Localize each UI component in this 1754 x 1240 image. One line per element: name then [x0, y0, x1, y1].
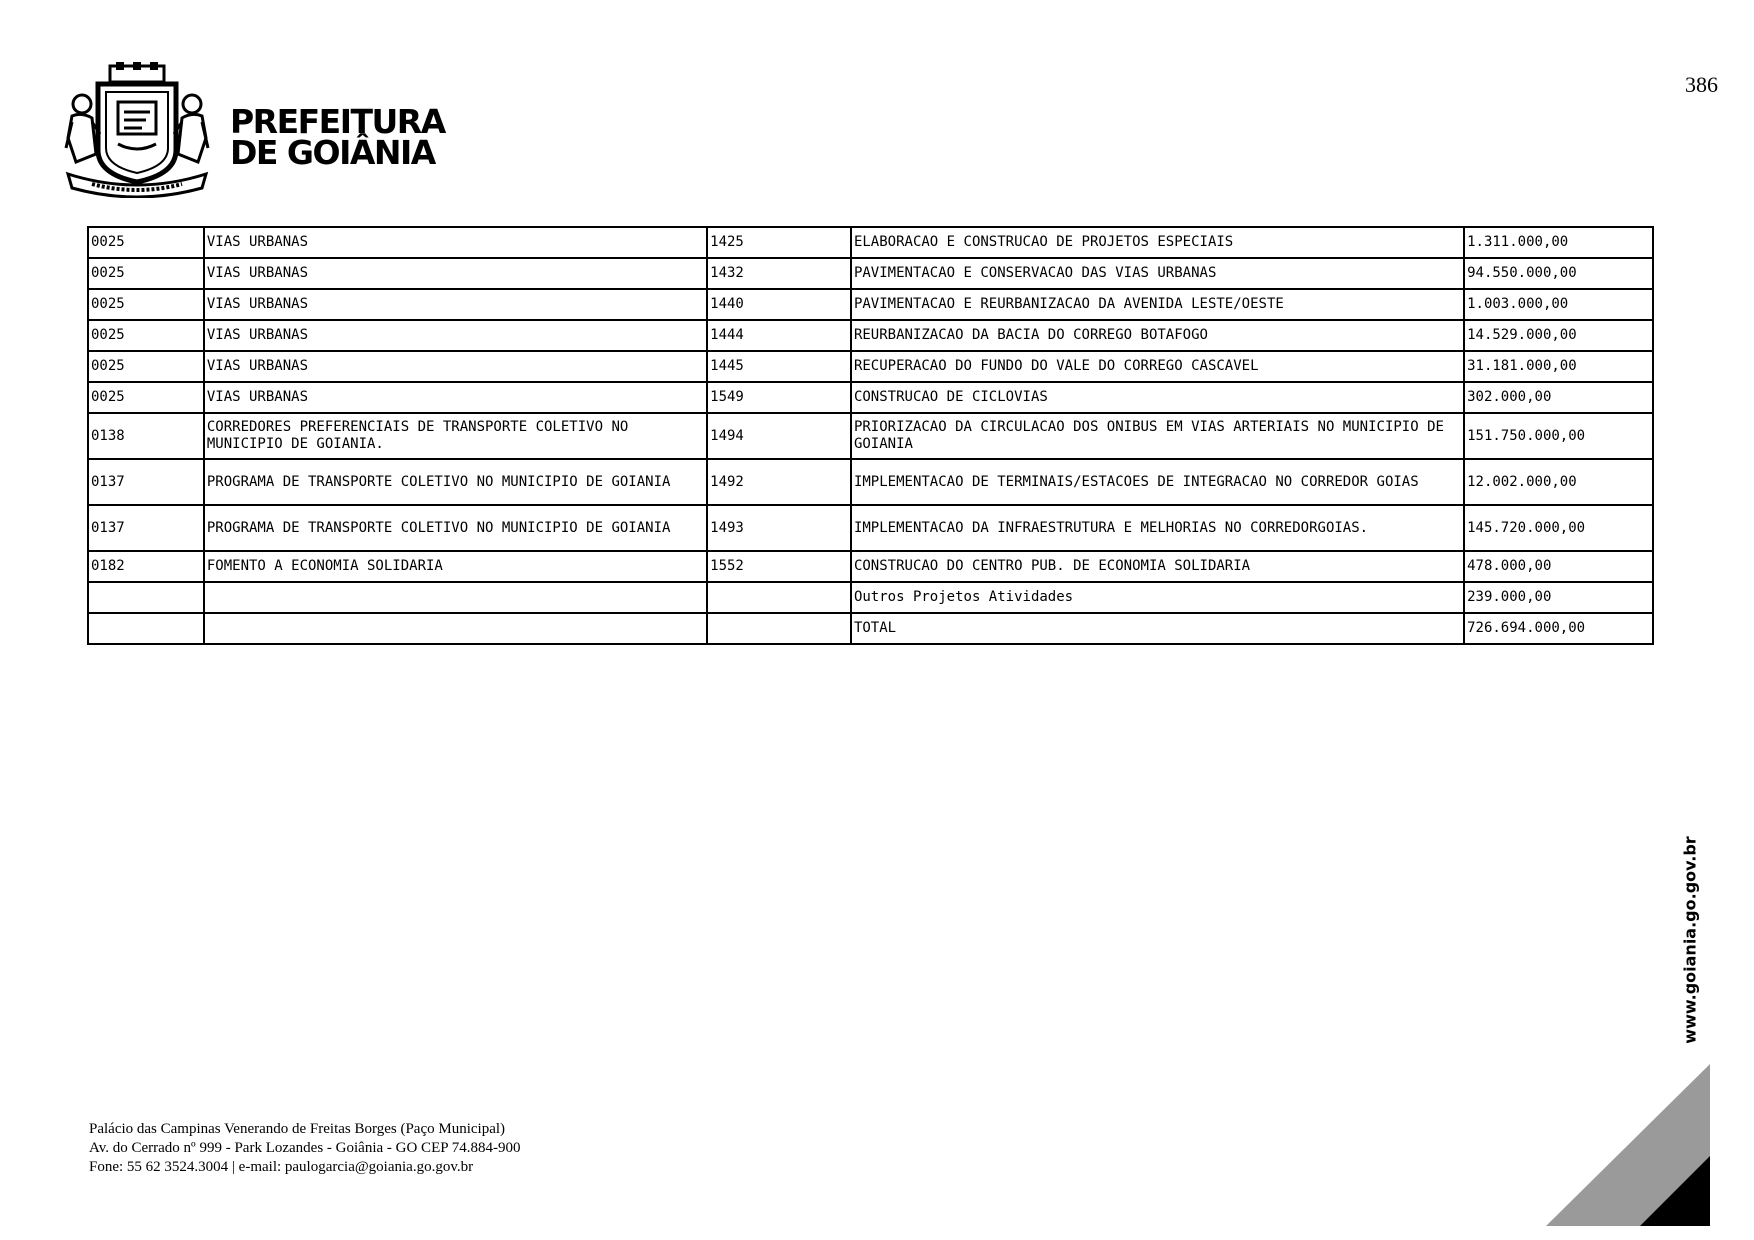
budget-table: [87, 226, 1654, 645]
footer-line-1: Palácio das Campinas Venerando de Freitas Borges (Paço Municipal): [89, 1121, 506, 1137]
amount-cell: 478.000,00: [1464, 551, 1653, 582]
amount-cell: 302.000,00: [1464, 382, 1653, 413]
program-cell: [204, 582, 707, 613]
coat-of-arms-icon: [62, 62, 212, 198]
program-cell: PROGRAMA DE TRANSPORTE COLETIVO NO MUNICIPIO DE GOIANIA: [204, 459, 707, 505]
project-description-cell: CONSTRUCAO DE CICLOVIAS: [851, 382, 1464, 413]
table-row: [88, 227, 1653, 258]
project-code-cell: 1425: [707, 227, 851, 258]
amount-cell: 94.550.000,00: [1464, 258, 1653, 289]
project-code-cell: 1549: [707, 382, 851, 413]
project-description-cell: PRIORIZACAO DA CIRCULACAO DOS ONIBUS EM VIAS ARTERIAIS NO MUNICIPIO DE GOIANIA: [851, 413, 1464, 459]
project-description-cell: REURBANIZACAO DA BACIA DO CORREGO BOTAFOGO: [851, 320, 1464, 351]
prefeitura-logo: [62, 62, 445, 198]
action-code-cell: 0025: [88, 289, 204, 320]
project-code-cell: 1432: [707, 258, 851, 289]
amount-cell: 14.529.000,00: [1464, 320, 1653, 351]
amount-cell: 145.720.000,00: [1464, 505, 1653, 551]
project-code-cell: 1552: [707, 551, 851, 582]
table-row: [88, 505, 1653, 551]
project-description-cell: Outros Projetos Atividades: [851, 582, 1464, 613]
program-cell: CORREDORES PREFERENCIAIS DE TRANSPORTE COLETIVO NO MUNICIPIO DE GOIANIA.: [204, 413, 707, 459]
program-cell: PROGRAMA DE TRANSPORTE COLETIVO NO MUNICIPIO DE GOIANIA: [204, 505, 707, 551]
action-code-cell: [88, 582, 204, 613]
program-cell: VIAS URBANAS: [204, 320, 707, 351]
table-row: [88, 382, 1653, 413]
project-code-cell: 1445: [707, 351, 851, 382]
logo-wordmark: [230, 102, 445, 172]
amount-cell: 726.694.000,00: [1464, 613, 1653, 644]
project-code-cell: 1444: [707, 320, 851, 351]
table-row: [88, 459, 1653, 505]
footer-line-3: Fone: 55 62 3524.3004 | e-mail: paulogarcia@goiania.go.gov.br: [89, 1159, 474, 1175]
corner-triangle-decoration: [1546, 1064, 1710, 1226]
action-code-cell: 0025: [88, 382, 204, 413]
action-code-cell: 0137: [88, 459, 204, 505]
amount-cell: 151.750.000,00: [1464, 413, 1653, 459]
footer-address: [89, 1120, 521, 1177]
table-row: [88, 582, 1653, 613]
action-code-cell: 0137: [88, 505, 204, 551]
program-cell: [204, 613, 707, 644]
project-code-cell: [707, 582, 851, 613]
page-number: 386: [1685, 72, 1718, 97]
project-code-cell: 1493: [707, 505, 851, 551]
amount-cell: 12.002.000,00: [1464, 459, 1653, 505]
project-code-cell: [707, 613, 851, 644]
action-code-cell: 0182: [88, 551, 204, 582]
project-description-cell: PAVIMENTACAO E CONSERVACAO DAS VIAS URBANAS: [851, 258, 1464, 289]
project-description-cell: IMPLEMENTACAO DA INFRAESTRUTURA E MELHORIAS NO CORREDORGOIAS.: [851, 505, 1464, 551]
program-cell: VIAS URBANAS: [204, 351, 707, 382]
table-row: [88, 613, 1653, 644]
program-cell: VIAS URBANAS: [204, 227, 707, 258]
table-row: [88, 258, 1653, 289]
project-description-cell: IMPLEMENTACAO DE TERMINAIS/ESTACOES DE INTEGRACAO NO CORREDOR GOIAS: [851, 459, 1464, 505]
action-code-cell: 0025: [88, 351, 204, 382]
project-description-cell: TOTAL: [851, 613, 1464, 644]
table-row: [88, 351, 1653, 382]
budget-table-body: [88, 227, 1653, 644]
project-description-cell: PAVIMENTACAO E REURBANIZACAO DA AVENIDA LESTE/OESTE: [851, 289, 1464, 320]
action-code-cell: 0138: [88, 413, 204, 459]
project-code-cell: 1440: [707, 289, 851, 320]
table-row: [88, 413, 1653, 459]
side-url-container: [1680, 836, 1700, 1044]
logo-line-2: DE GOIÂNIA: [230, 133, 435, 172]
side-url: www.goiania.go.gov.br: [1680, 836, 1700, 1044]
amount-cell: 1.003.000,00: [1464, 289, 1653, 320]
project-code-cell: 1492: [707, 459, 851, 505]
table-row: [88, 551, 1653, 582]
amount-cell: 1.311.000,00: [1464, 227, 1653, 258]
program-cell: VIAS URBANAS: [204, 289, 707, 320]
action-code-cell: 0025: [88, 227, 204, 258]
action-code-cell: [88, 613, 204, 644]
amount-cell: 239.000,00: [1464, 582, 1653, 613]
program-cell: FOMENTO A ECONOMIA SOLIDARIA: [204, 551, 707, 582]
table-row: [88, 320, 1653, 351]
project-code-cell: 1494: [707, 413, 851, 459]
action-code-cell: 0025: [88, 258, 204, 289]
project-description-cell: ELABORACAO E CONSTRUCAO DE PROJETOS ESPECIAIS: [851, 227, 1464, 258]
action-code-cell: 0025: [88, 320, 204, 351]
amount-cell: 31.181.000,00: [1464, 351, 1653, 382]
logo-line-1: PREFEITURA: [230, 102, 445, 141]
table-row: [88, 289, 1653, 320]
program-cell: VIAS URBANAS: [204, 258, 707, 289]
project-description-cell: CONSTRUCAO DO CENTRO PUB. DE ECONOMIA SOLIDARIA: [851, 551, 1464, 582]
project-description-cell: RECUPERACAO DO FUNDO DO VALE DO CORREGO CASCAVEL: [851, 351, 1464, 382]
program-cell: VIAS URBANAS: [204, 382, 707, 413]
footer-line-2: Av. do Cerrado nº 999 - Park Lozandes - Goiânia - GO CEP 74.884-900: [89, 1140, 521, 1156]
